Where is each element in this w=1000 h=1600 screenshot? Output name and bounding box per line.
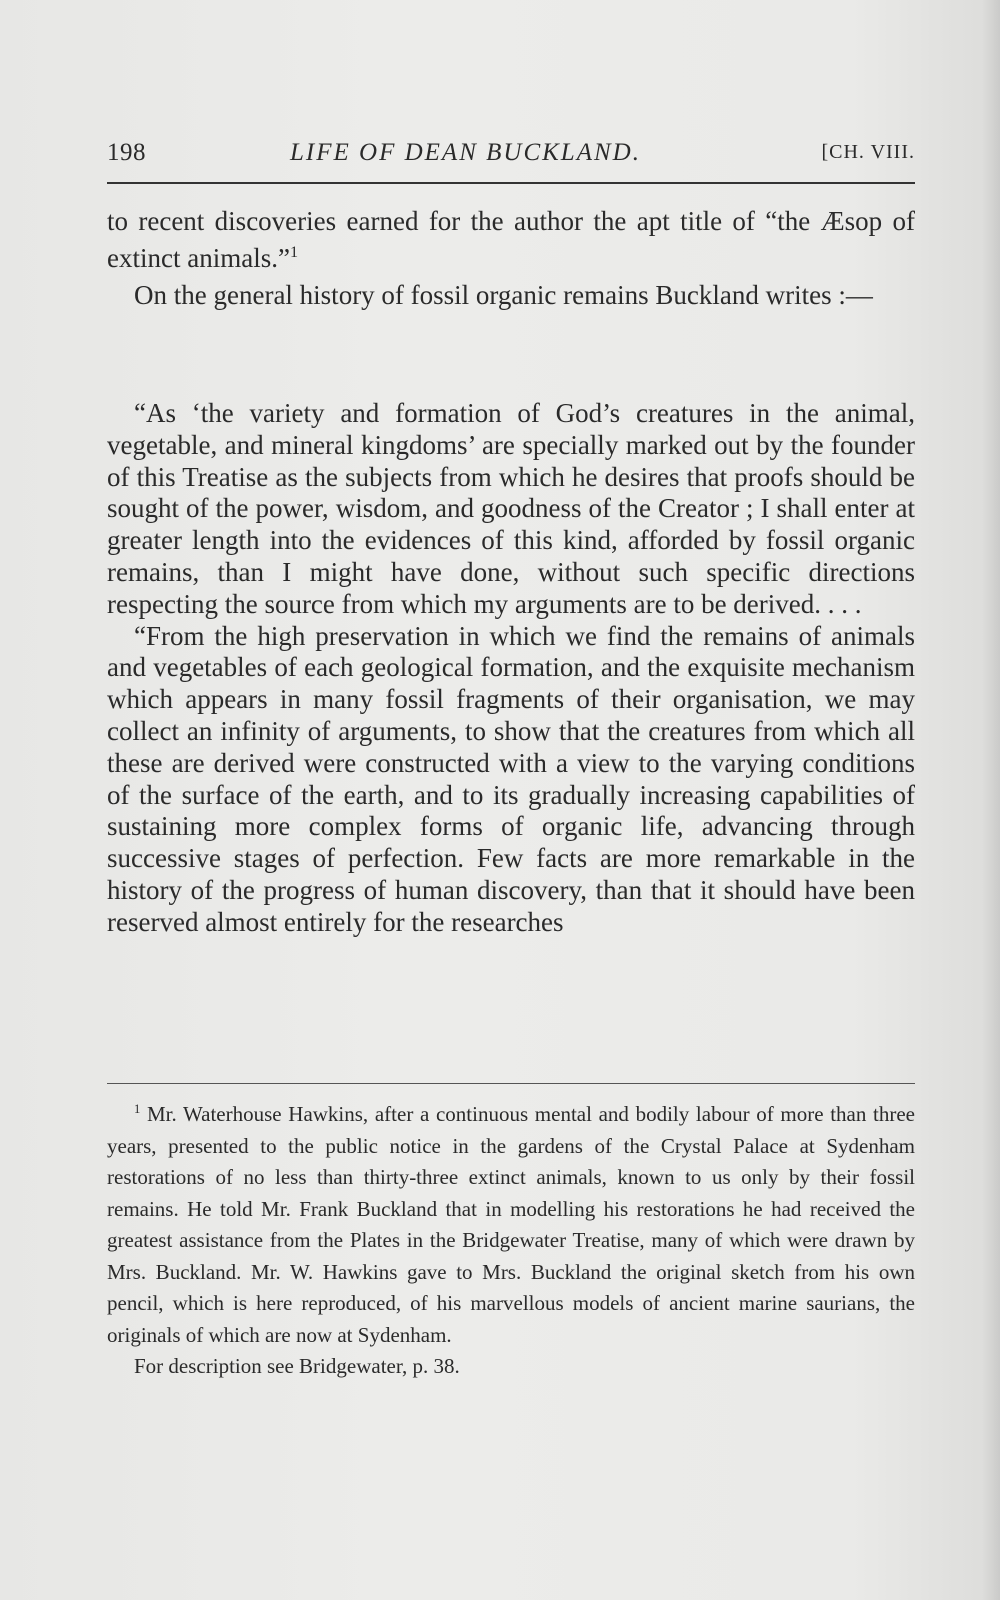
running-header xyxy=(107,133,915,173)
footnote-paragraph xyxy=(107,1099,915,1351)
header-rule xyxy=(107,182,915,184)
page-edge-shadow xyxy=(982,0,1000,1600)
footnote-reference: 1 xyxy=(289,243,299,261)
quote-paragraph-2: “From the high preservation in which we find the remains of animals and vegetables of each geological formation, and the exquisite mechanism which appears in many fossil fragments of their organisation, we may collect an infinity of arguments, to show that the creatures from which all these are derived were constructed with a view to the varying conditions of the surface of the earth, and to its gradually increasing capabilities of sustaining more complex forms of organic life, advancing through successive stages of perfection. Few facts are more remarkable in the history of the progress of human discovery, than that it should have been reserved almost entirely for the researches xyxy=(107,620,915,937)
page-number: 198 xyxy=(107,139,146,166)
footnote-rule xyxy=(107,1083,915,1084)
body-text xyxy=(107,203,915,314)
footnote-description: For description see Bridgewater, p. 38. xyxy=(134,1354,460,1378)
running-title: LIFE OF DEAN BUCKLAND. xyxy=(290,139,641,166)
footnote-text: Mr. Waterhouse Hawkins, after a continuous mental and bodily labour of more than three years, presented to the public notice in the gardens of the Crystal Palace at Sydenham restorations of no less than thirty-three extinct animals, known to us only by their fossil remains. He told Mr. Frank Buckland that in modelling his restorations he had received the greatest assistance from the Plates in the Bridgewater Treatise, many of which were drawn by Mrs. Buckland. Mr. W. Hawkins gave to Mrs. Buckland the original sketch from his own pencil, which is here reproduced, of his marvellous models of ancient marine saurians, the originals of which are now at Sydenham. xyxy=(107,1102,915,1347)
quote-paragraph-1: “As ‘the variety and formation of God’s creatures in the animal, vegetable, and mineral kingdoms’ are specially marked out by the founder of this Treatise as the subjects from which he desires that proofs should be sought of the power, wisdom, and goodness of the Creator ; I shall enter at greater length into the evidences of this kind, afforded by fossil organic remains, than I might have done, without such specific directions respecting the source from which my arguments are to be derived. . . . xyxy=(107,398,915,619)
paragraph-text: to recent discoveries earned for the author the apt title of “the Æsop of extinct animals.” xyxy=(107,206,915,273)
paragraph-continued xyxy=(107,203,915,277)
chapter-label: [CH. VIII. xyxy=(821,141,915,163)
footnote-marker: 1 xyxy=(134,1102,141,1116)
block-quote xyxy=(107,398,915,939)
paragraph-intro: On the general history of fossil organic remains Buckland writes :— xyxy=(134,280,873,310)
footnote xyxy=(107,1099,915,1383)
